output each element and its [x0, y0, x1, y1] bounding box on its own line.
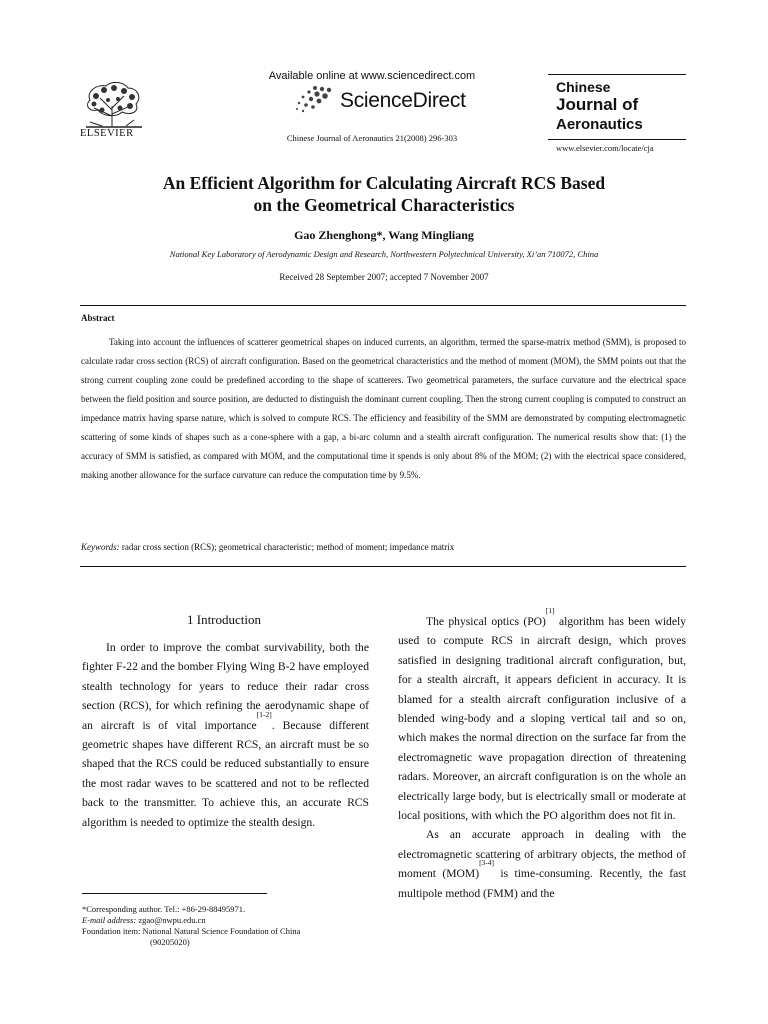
- right-paragraph-1: The physical optics (PO)[1] algorithm has been widely used to compute RCS in aircraft design, which proves satisfied in designing traditional aircraft configuration, but, for a stealth aircraft, it appears deficient in accuracy. It is blamed for a stealth aircraft configuration inclusive of a blended wing-body and a sloping vertical tail and so on, which makes the normal direction on the surface far from the electromagnetic wave propagation direction of threatening radars. Moreover, an aircraft configuration is on the whole an electrically large body, but is electrically small or moderate at local positions, with which the PO algorithm does not fit in.: [398, 606, 686, 823]
- footnote-foundation: Foundation item: National Natural Science Foundation of China: [82, 926, 301, 936]
- publisher-name: ELSEVIER: [80, 128, 134, 139]
- keywords-list: radar cross section (RCS); geometrical characteristic; method of moment; impedance matrix: [121, 542, 455, 552]
- right-paragraph-2: As an accurate approach in dealing with the electromagnetic scattering of arbitrary objects, the method of moment (MOM)[3-4] is time-consuming. Recently, the fast multipole method (FMM) and the: [398, 828, 687, 900]
- journal-name-line-3: Aeronautics: [556, 116, 643, 133]
- footnote-corresponding-author: *Corresponding author. Tel.: +86-29-88495971.: [82, 904, 246, 914]
- sciencedirect-dots-logo: [293, 84, 335, 114]
- abstract-top-divider: [80, 305, 686, 306]
- footnote-divider: [82, 893, 267, 894]
- author-email-link[interactable]: zgao@nwpu.edu.cn: [138, 915, 206, 925]
- journal-url-link[interactable]: www.elsevier.com/locate/cja: [556, 143, 654, 153]
- footnote-email: E-mail address: zgao@nwpu.edu.cn: [82, 915, 206, 925]
- keywords-line: [81, 542, 454, 552]
- sciencedirect-wordmark: ScienceDirect: [340, 89, 466, 112]
- journal-name-line-1: Chinese: [556, 79, 611, 95]
- citation-ref[interactable]: [1]: [545, 606, 555, 615]
- keywords-label: Keywords:: [81, 542, 120, 552]
- journal-name-line-2: Journal of: [556, 95, 639, 114]
- right-column: [398, 606, 687, 903]
- footnotes: [82, 904, 300, 948]
- section-heading-introduction: 1 Introduction: [186, 612, 261, 627]
- footnote-grant-number: (90205020): [150, 937, 190, 947]
- author-affiliation: National Key Laboratory of Aerodynamic Design and Research, Northwestern Polytechnical University, Xi’an 710072, China: [169, 249, 599, 259]
- left-column-paragraph: In order to improve the combat survivability, both the fighter F-22 and the bomber Flying Wing B-2 have employed stealth technology for years to reduce their radar cross section (RCS), for which refining the aerodynamic shape of an aircraft is of vital importance[1-2]. Because different geometric shapes have different RCS, an aircraft must be so shaped that the RCS could be reduced substantially to ensure the most radar waves to be scattered and not to be reflected back to the transmitter. To achieve this, an accurate RCS algorithm is needed to optimize the stealth design.: [82, 641, 369, 829]
- abstract-body: Taking into account the influences of scatterer geometrical shapes on induced currents, an algorithm, termed the sparse-matrix method (SMM), is proposed to calculate radar cross section (RCS) of aircraft configuration. Based on the geometrical characteristics and the method of moment (MOM), the SMM points out that the strong current coupling zone could be predefined according to the shape of scatterers. Two geometrical parameters, the surface curvature and the electrical space between the field position and source position, are deducted to distinguish the dominant current coupling. Then the strong current coupling is computed to construct an impedance matrix having sparse nature, which is solved to compute RCS. The efficiency and feasibility of the SMM are demonstrated by computing electromagnetic scattering of some kinds of shapes such as a cone-sphere with a gap, a bi-arc column and a stealth aircraft configuration. The numerical results show that: (1) the accuracy of SMM is satisfied, as compared with MOM, and the computational time it spends is only about 8% of the MOM; (2) with the electrical space considered, making another allowance for the surface curvature can reduce the computation time by 9.5%.: [81, 337, 686, 480]
- article-authors: Gao Zhenghong*, Wang Mingliang: [294, 228, 474, 242]
- article-title: [0, 172, 768, 216]
- article-title-line-1: An Efficient Algorithm for Calculating Aircraft RCS Based: [162, 173, 606, 193]
- citation-ref[interactable]: [3-4]: [479, 858, 495, 868]
- received-dates: Received 28 September 2007; accepted 7 November 2007: [279, 272, 489, 282]
- abstract-bottom-divider: [80, 566, 686, 567]
- abstract-heading: Abstract: [81, 313, 115, 323]
- journal-title-box: [548, 74, 686, 140]
- citation-ref[interactable]: [1-2]: [256, 709, 272, 719]
- article-title-line-2: on the Geometrical Characteristics: [253, 195, 515, 215]
- available-online-text: Available online at www.sciencedirect.com: [268, 70, 476, 82]
- journal-citation: Chinese Journal of Aeronautics 21(2008) 296-303: [286, 133, 458, 143]
